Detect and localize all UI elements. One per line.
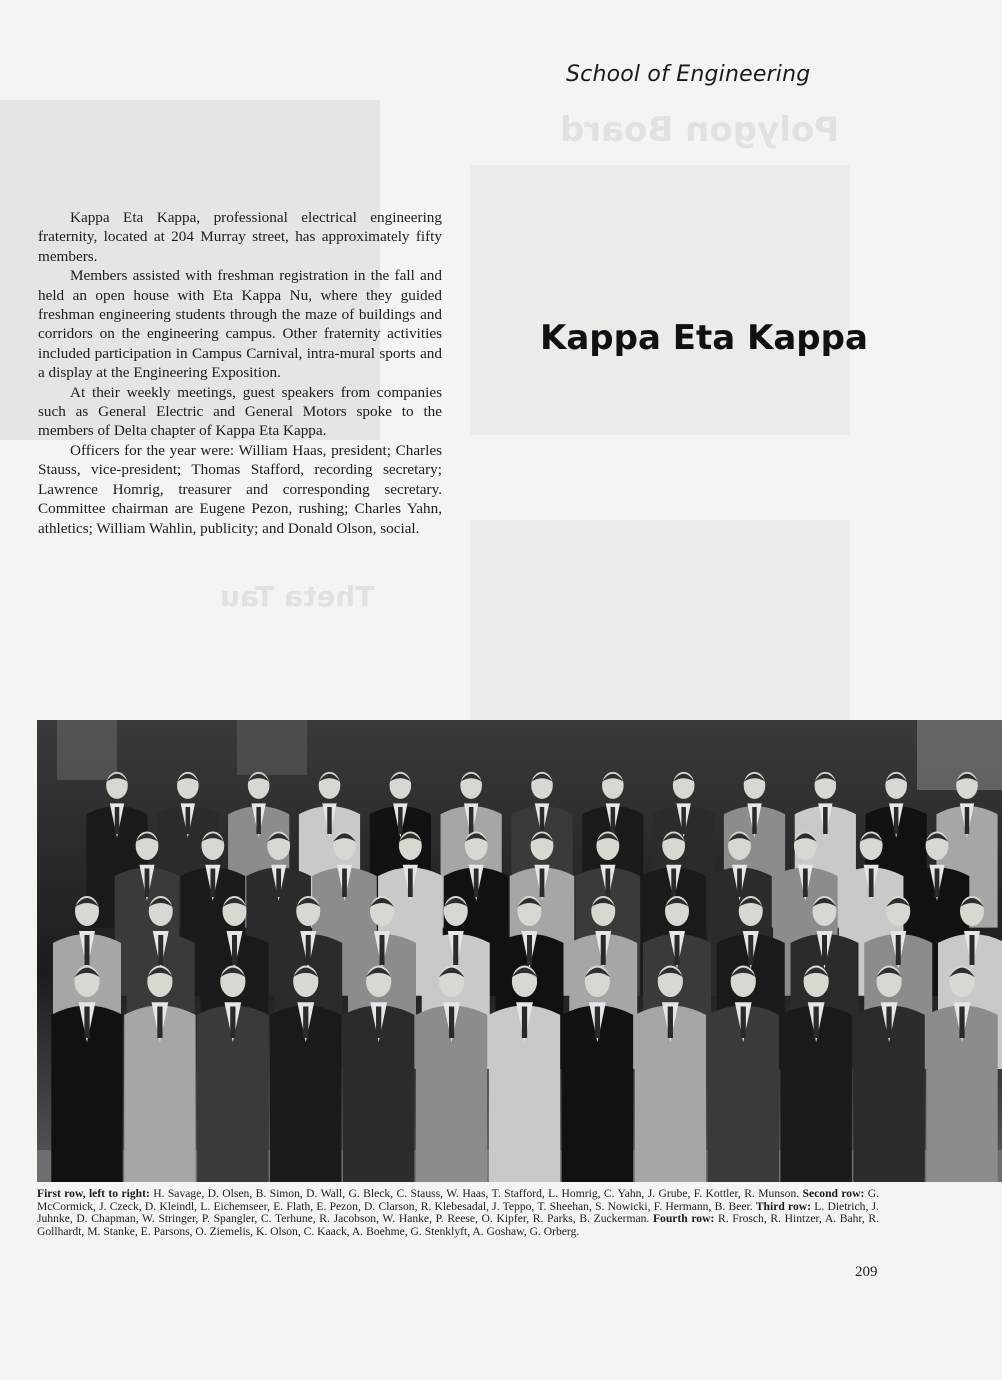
- page-number: 209: [855, 1264, 878, 1280]
- bleed-through-heading-lower: Theta Tau: [220, 580, 375, 613]
- caption-row-label: Third row:: [755, 1199, 812, 1213]
- caption-row-names: G. McCormick, J. Czeck, D. Kleindl, L. Eichemseer, E. Flath, E. Pezon, D. Clarson, R. Klebesadal, J. Teppo, T. Sheehan, S. Nowicki, F. Hermann, B. Beer.: [37, 1187, 879, 1213]
- caption-row-label: First row, left to right:: [37, 1187, 150, 1200]
- group-photo: [37, 720, 1002, 1182]
- caption-row-label: Second row:: [802, 1187, 865, 1200]
- section-heading: School of Engineering: [566, 62, 811, 87]
- photo-caption: [37, 1188, 879, 1238]
- article-body: [38, 208, 442, 538]
- caption-row-names: H. Savage, D. Olsen, B. Simon, D. Wall, G. Bleck, C. Stauss, W. Haas, T. Stafford, L. Homrig, C. Yahn, J. Grube, F. Kottler, R. Munson.: [153, 1187, 800, 1200]
- bleed-through-heading: Polygon Board: [560, 110, 840, 150]
- article-paragraph: Kappa Eta Kappa, professional electrical engineering fraternity, located at 204 Murray street, has approximately fifty members.: [38, 209, 442, 265]
- bleed-through-text-block-lower: [470, 520, 850, 720]
- article-paragraph: At their weekly meetings, guest speakers from companies such as General Electric and General Motors spoke to the members of Delta chapter of Kappa Eta Kappa.: [38, 383, 442, 440]
- caption-row-names: L. Dietrich, J. Juhnke, D. Chapman, W. Stringer, P. Spangler, C. Terhune, R. Jacobson, W. Hanke, P. Reese, O. Kipfer, R. Parks, B. Zuckerman.: [37, 1199, 879, 1226]
- article-paragraph: Officers for the year were: William Haas, president; Charles Stauss, vice-president; Thomas Stafford, recording secretary; Lawrence Homrig, treasurer and corresponding secretary. Committee chairman are Eugene Pezon, rushing; Charles Yahn, athletics; William Wahlin, publicity; and Donald Olson, social.: [38, 441, 442, 537]
- article-paragraph: Members assisted with freshman registration in the fall and held an open house with Eta Kappa Nu, where they guided freshman engineering students through the maze of buildings and corridors on the engineering campus. Other fraternity activities included participation in Campus Carnival, intra-mural sports and a display at the Engineering Exposition.: [38, 267, 442, 382]
- caption-row-label: Fourth row:: [652, 1212, 715, 1226]
- bleed-through-text-block: [470, 165, 850, 435]
- caption-row-names: R. Frosch, R. Hintzer, A. Bahr, R. Gollhardt, M. Stanke, E. Parsons, O. Ziemelis, K. Olson, C. Kaack, A. Boehme, G. Stenklyft, A. Goshaw, G. Orberg.: [37, 1212, 879, 1238]
- article-title: Kappa Eta Kappa: [540, 318, 868, 358]
- group-photo-image: [37, 720, 1002, 1182]
